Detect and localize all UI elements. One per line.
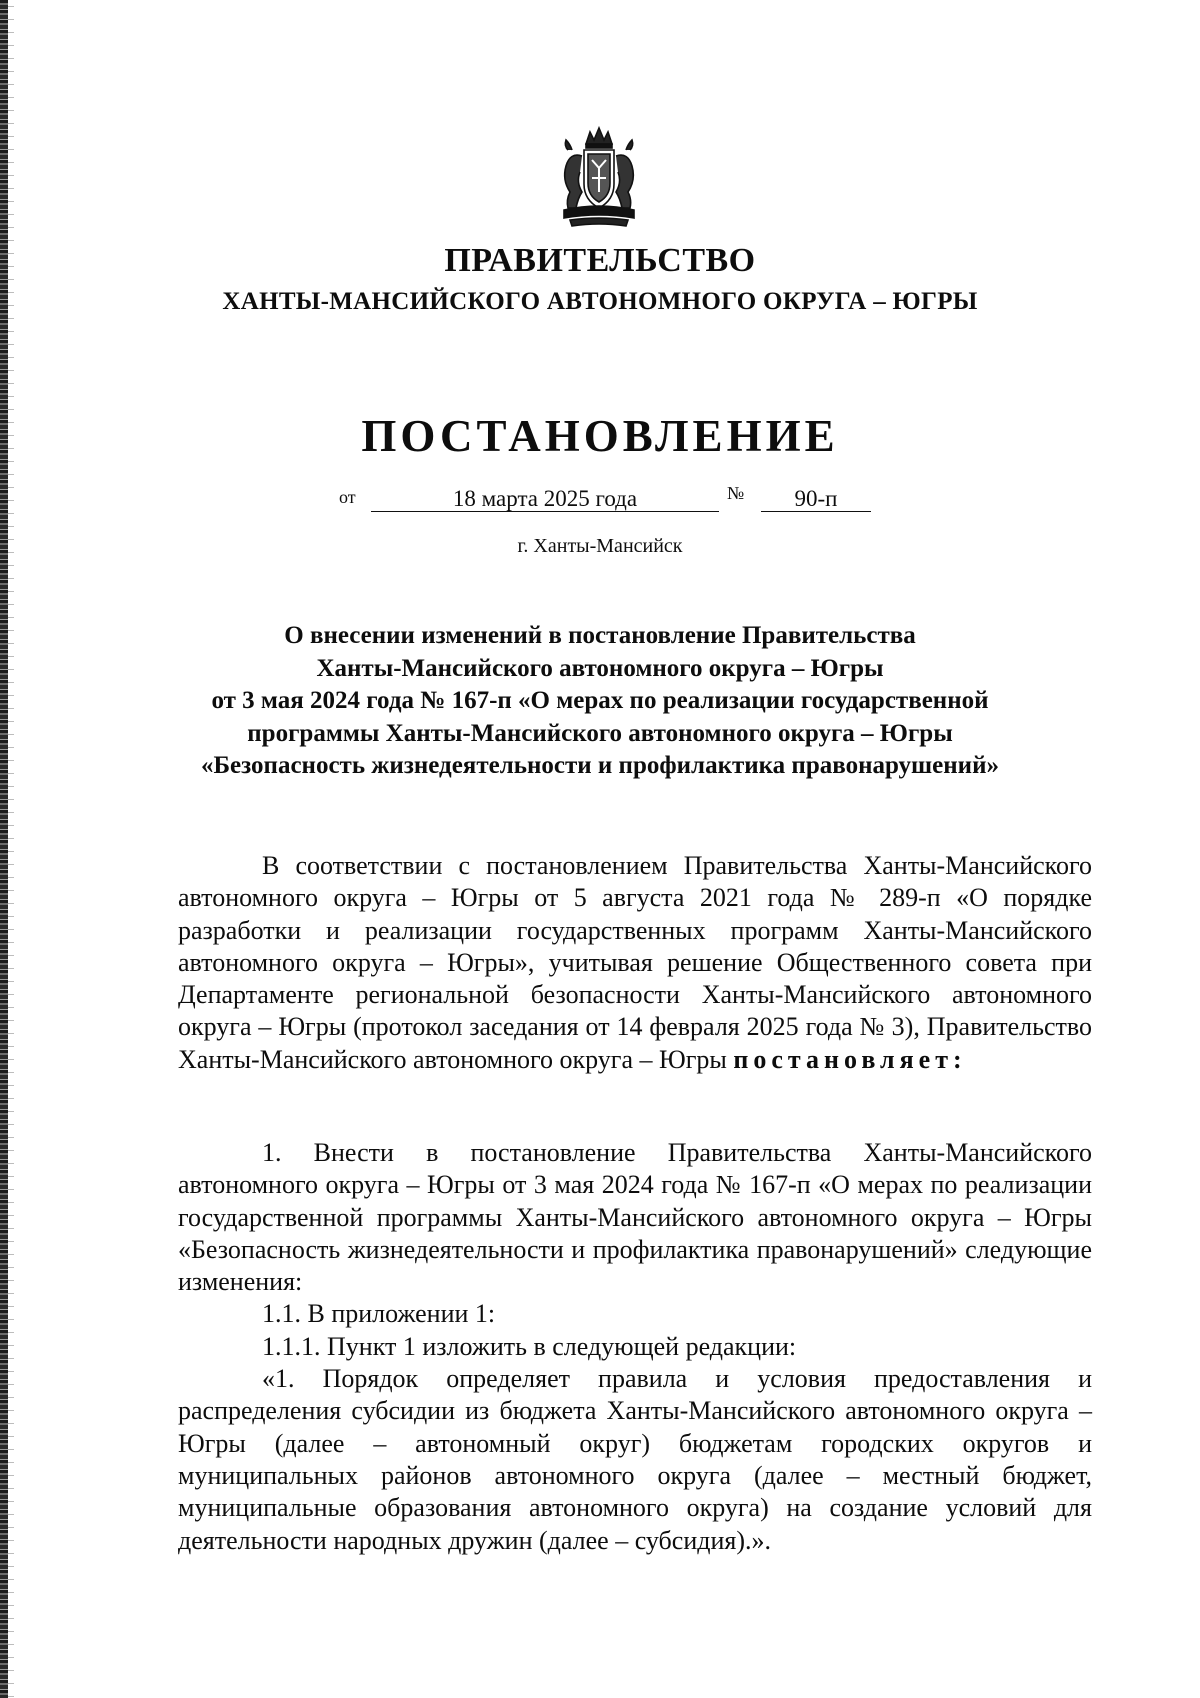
preamble-text: В соответствии с постановлением Правительства Ханты-Мансийского автономного округа – Югры от 5 августа 2021 года № 289-п «О порядке разработки и реализации государственных программ Ханты-Мансийского автономного округа – Югры», учитывая решение Общественного совета при Департаменте региональной безопасности Ханты-Мансийского автономного округа – Югры (протокол заседания от 14 февраля 2025 года № 3), Правительство Ханты-Мансийского автономного округа – Югры	[178, 851, 1092, 1074]
subject-line: от 3 мая 2024 года № 167-п «О мерах по реализации государственной	[211, 687, 989, 714]
region-title: ХАНТЫ-МАНСИЙСКОГО АВТОНОМНОГО ОКРУГА – ЮГРЫ	[222, 288, 978, 315]
subject-line: О внесении изменений в постановление Правительства	[284, 622, 916, 649]
government-title: ПРАВИТЕЛЬСТВО	[444, 242, 756, 279]
document-number: 90-п	[761, 488, 871, 512]
subject-line: программы Ханты-Мансийского автономного округа – Югры	[247, 719, 953, 747]
preamble-paragraph	[178, 850, 1092, 1076]
document-subject	[0, 620, 1200, 783]
resolves-keyword: постановляет:	[733, 1044, 967, 1074]
subject-line: Ханты-Мансийского автономного округа – Югры	[316, 654, 884, 682]
subject-line: «Безопасность жизнедеятельности и профилактика правонарушений»	[201, 752, 999, 779]
city: г. Ханты-Мансийск	[517, 535, 683, 557]
quoted-clause: «1. Порядок определяет правила и условия предоставления и распределения субсидии из бюджета Ханты-Мансийского автономного округа – Югры (далее – автономный округ) бюджетам городских округов и муниципальных районов автономного округа (далее – местный бюджет, муниципальные образования автономного округа) на создание условий для деятельности народных дружин (далее – субсидия).».	[178, 1364, 1092, 1555]
item-1-1-1: 1.1.1. Пункт 1 изложить в следующей редакции:	[262, 1331, 797, 1361]
coat-of-arms-icon	[556, 126, 642, 230]
document-date: 18 марта 2025 года	[371, 488, 719, 512]
number-label: №	[727, 483, 745, 503]
resolution-items	[178, 1137, 1092, 1557]
from-label: от	[339, 487, 356, 507]
item-1: 1. Внести в постановление Правительства Ханты-Мансийского автономного округа – Югры от 3 мая 2024 года № 167-п «О мерах по реализации государственной программы Ханты-Мансийского автономного округа – Югры «Безопасность жизнедеятельности и профилактика правонарушений» следующие изменения:	[178, 1138, 1092, 1297]
item-1-1: 1.1. В приложении 1:	[262, 1299, 496, 1329]
document-type: ПОСТАНОВЛЕНИЕ	[361, 411, 839, 461]
preamble	[178, 850, 1092, 1076]
